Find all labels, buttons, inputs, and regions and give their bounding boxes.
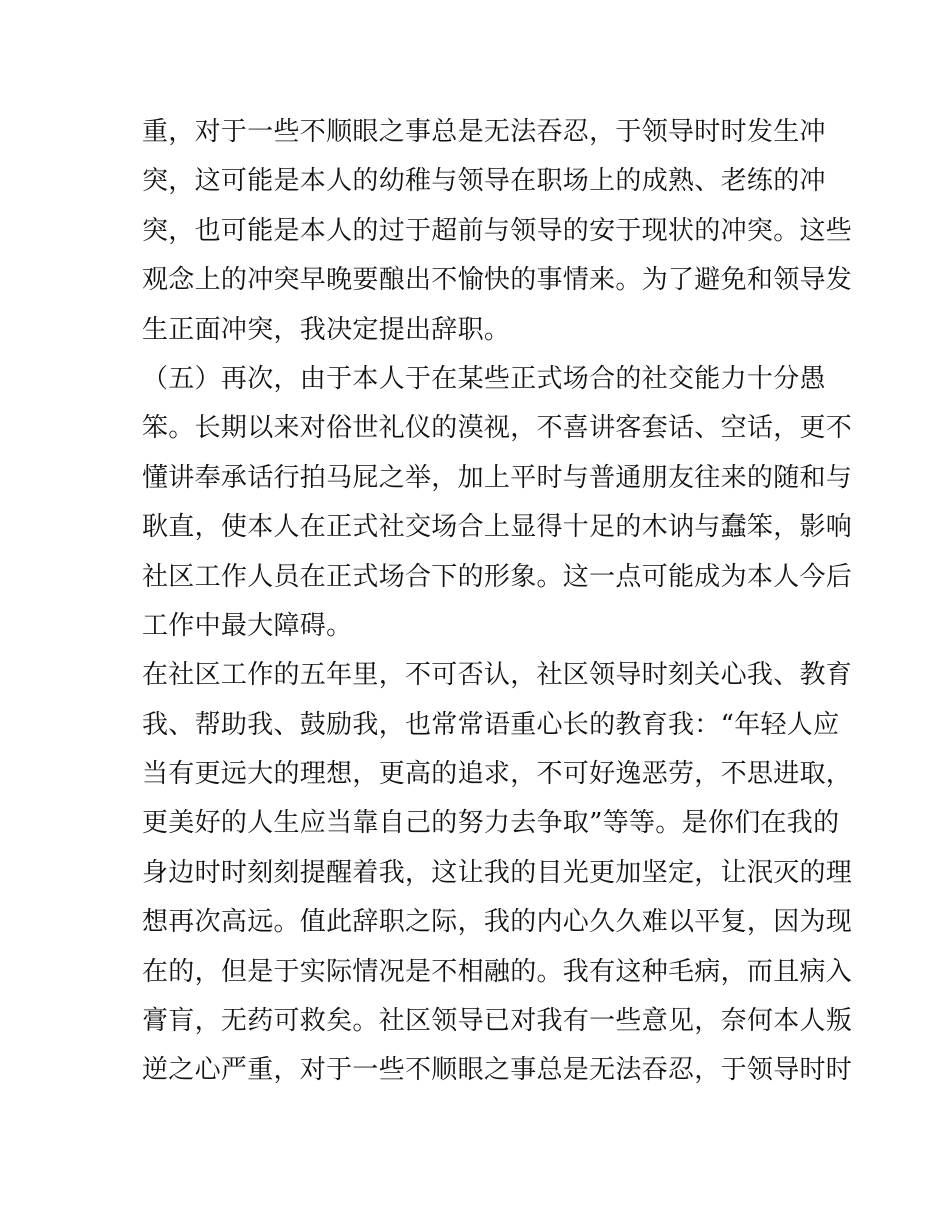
text-line: 突，也可能是本人的过于超前与领导的安于现状的冲突。这些 xyxy=(142,215,853,246)
text-line: 逆之心严重，对于一些不顺眼之事总是无法吞忍，于领导时时 xyxy=(142,1055,853,1086)
text-line: 想再次高远。值此辞职之际，我的内心久久难以平复，因为现 xyxy=(142,907,853,938)
text-line: 身边时时刻刻提醒着我，这让我的目光更加坚定，让泯灭的理 xyxy=(142,857,853,888)
text-line: 我、帮助我、鼓励我，也常常语重心长的教育我：“年轻人应 xyxy=(142,709,840,740)
text-line: 突，这可能是本人的幼稚与领导在职场上的成熟、老练的冲 xyxy=(142,166,826,197)
text-line: 当有更远大的理想，更高的追求，不可好逸恶劳，不思进取， xyxy=(142,759,853,790)
text-line: 在社区工作的五年里，不可否认，社区领导时刻关心我、教育 xyxy=(142,660,853,691)
text-line: 笨。长期以来对俗世礼仪的漠视，不喜讲客套话、空话，更不 xyxy=(142,413,853,444)
text-line: 社区工作人员在正式场合下的形象。这一点可能成为本人今后 xyxy=(142,561,853,592)
text-line: （五）再次，由于本人于在某些正式场合的社交能力十分愚 xyxy=(142,363,826,394)
body-text xyxy=(142,108,853,1096)
text-line: 在的，但是于实际情况是不相融的。我有这种毛病，而且病入 xyxy=(142,956,853,987)
text-line: 更美好的人生应当靠自己的努力去争取”等等。是你们在我的 xyxy=(142,808,840,839)
text-line: 工作中最大障碍。 xyxy=(142,610,353,641)
text-line: 生正面冲突，我决定提出辞职。 xyxy=(142,314,511,345)
text-line: 重，对于一些不顺眼之事总是无法吞忍，于领导时时发生冲 xyxy=(142,117,826,147)
text-line: 懂讲奉承话行拍马屁之举，加上平时与普通朋友往来的随和与 xyxy=(142,462,853,493)
text-line: 耿直，使本人在正式社交场合上显得十足的木讷与蠢笨，影响 xyxy=(142,512,853,543)
text-line: 膏肓，无药可救矣。社区领导已对我有一些意见，奈何本人叛 xyxy=(142,1006,853,1037)
text-line: 观念上的冲突早晚要酿出不愉快的事情来。为了避免和领导发 xyxy=(142,265,853,296)
